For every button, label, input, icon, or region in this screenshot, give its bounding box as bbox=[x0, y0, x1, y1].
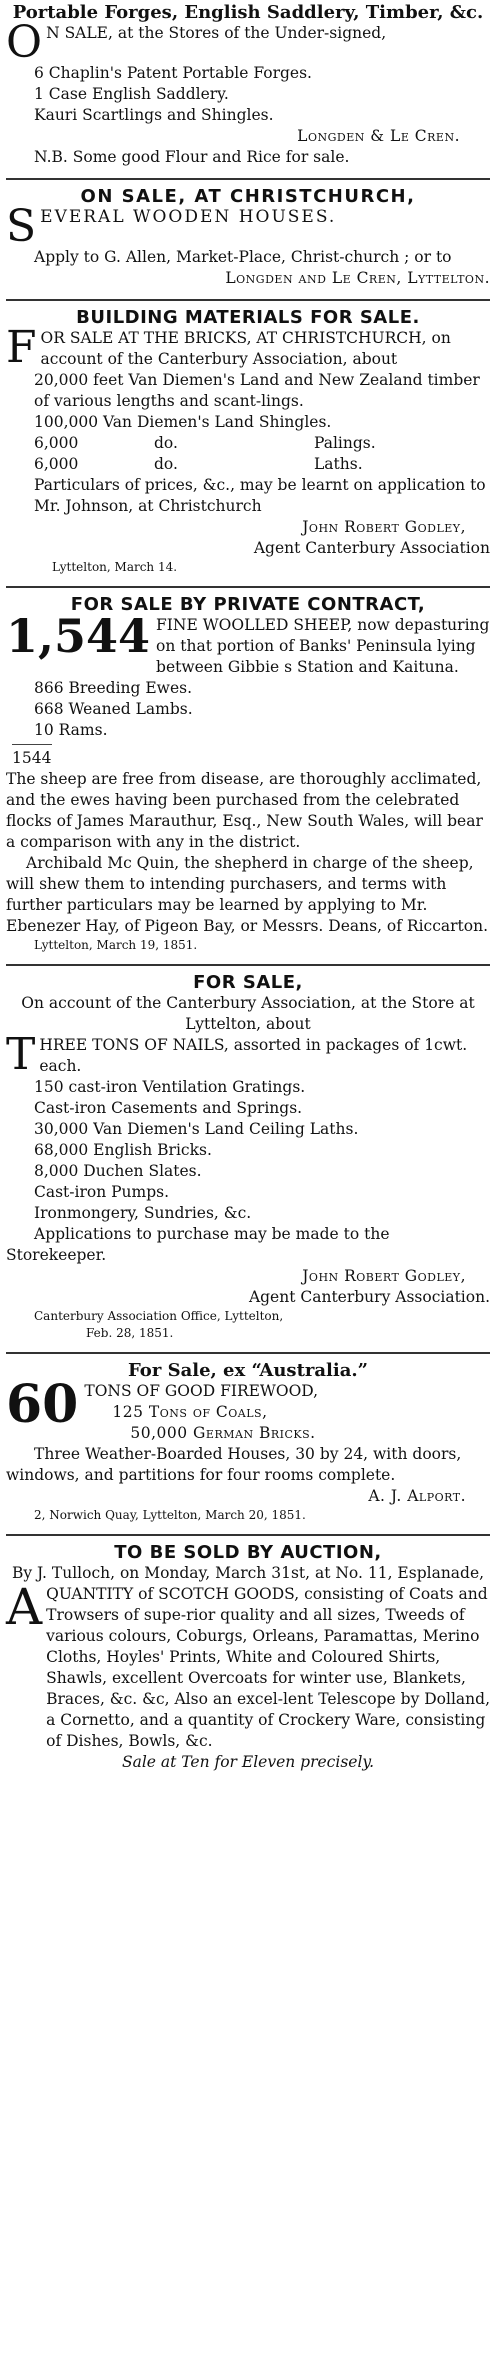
dateline: Canterbury Association Office, Lyttelton, bbox=[34, 1309, 284, 1323]
divider bbox=[6, 178, 490, 180]
ad-lead-text: N SALE, at the Stores of the Under-signed, bbox=[46, 24, 387, 42]
ad-body: 20,000 feet Van Diemen's Land and New Zealand timber of various lengths and scant-lings. bbox=[34, 371, 480, 410]
ad-lead bbox=[6, 1029, 490, 1080]
ad-subtitle: By J. Tulloch, on Monday, March 31st, at No. 11, Esplanade, bbox=[11, 1564, 485, 1582]
table-row bbox=[6, 433, 490, 454]
signature-title: Agent Canterbury Association. bbox=[248, 1288, 490, 1306]
list-item: Cast-iron Casements and Springs. bbox=[34, 1099, 303, 1117]
ad-body: Particulars of prices, &c., may be learnt on application to Mr. Johnson, at Christchurch bbox=[34, 476, 486, 515]
ad-lead bbox=[6, 1374, 490, 1444]
list-item: 8,000 Duchen Slates. bbox=[34, 1162, 202, 1180]
divider bbox=[6, 964, 490, 966]
row-item: Palings. bbox=[314, 434, 376, 452]
ad-footer: Sale at Ten for Eleven precisely. bbox=[121, 1753, 375, 1771]
ad-lead-text: QUANTITY of SCOTCH GOODS, consisting of Coats and Trowsers of supe-rior quality and all sizes, Tweeds of various colours, Coburgs, Orleans, Paramattas, Merino Cloths, Hoyles' Prints, White and Coloured Shirts, Shawls, excellent Overcoats for winter use, Blankets, Braces, &c. &c, Also an excel-lent Telescope by Dolland, a Cornetto, and a quantity of Crockery Ware, consisting of Dishes, Bowls, &c. bbox=[46, 1585, 491, 1750]
ad-building-materials bbox=[6, 305, 490, 582]
ad-auction bbox=[6, 1540, 490, 1779]
row-item: Laths. bbox=[314, 455, 363, 473]
list-item: 30,000 Van Diemen's Land Ceiling Laths. bbox=[34, 1120, 359, 1138]
table-row bbox=[6, 454, 490, 475]
row-qty: 6,000 bbox=[34, 455, 79, 473]
big-number: 1,544 bbox=[6, 609, 151, 663]
ad-title: FOR SALE BY PRIVATE CONTRACT, bbox=[70, 594, 426, 615]
dateline: 2, Norwich Quay, Lyttelton, March 20, 1851. bbox=[34, 1508, 306, 1522]
ad-woolled-sheep bbox=[6, 592, 490, 960]
signature-title: Agent Canterbury Association bbox=[253, 539, 490, 557]
ad-lead bbox=[6, 322, 490, 373]
list-item: 150 cast-iron Ventilation Gratings. bbox=[34, 1078, 306, 1096]
row-ditto: do. bbox=[154, 434, 178, 452]
signature: A. J. Alport. bbox=[368, 1487, 466, 1505]
big-number: 60 bbox=[6, 1374, 79, 1435]
dateline: Lyttelton, March 14. bbox=[52, 560, 178, 574]
ad-portable-forges bbox=[6, 0, 490, 174]
row-qty: 6,000 bbox=[34, 434, 79, 452]
list-item: 866 Breeding Ewes. bbox=[34, 679, 193, 697]
ad-title: FOR SALE, bbox=[193, 972, 303, 993]
list-item: Kauri Scartlings and Shingles. bbox=[34, 106, 274, 124]
drop-cap: T bbox=[6, 1029, 36, 1080]
list-item: 668 Weaned Lambs. bbox=[34, 700, 193, 718]
signature: Longden & Le Cren. bbox=[297, 127, 460, 145]
ad-body: The sheep are free from disease, are thoroughly acclimated, and the ewes having been purchased from the celebrated flocks of James Marauthur, Esq., New South Wales, will bear a comparison with any in the district. bbox=[6, 770, 483, 851]
ad-title: TO BE SOLD BY AUCTION, bbox=[114, 1542, 382, 1563]
list-item: 10 Rams. bbox=[34, 721, 108, 739]
ad-lead bbox=[6, 1578, 491, 1752]
ad-lead bbox=[6, 17, 490, 68]
list-item: 68,000 English Bricks. bbox=[34, 1141, 212, 1159]
sum-rule bbox=[12, 744, 52, 745]
ad-lead-text: EVERAL WOODEN HOUSES. bbox=[40, 207, 337, 227]
ad-lead bbox=[6, 201, 490, 252]
ad-wooden-houses bbox=[6, 184, 490, 295]
list-item: 1 Case English Saddlery. bbox=[34, 85, 229, 103]
ad-body: Three Weather-Boarded Houses, 30 by 24, with doors, windows, and partitions for four rooms complete. bbox=[6, 1445, 462, 1484]
divider bbox=[6, 299, 490, 301]
total: 1544 bbox=[12, 749, 52, 767]
divider bbox=[6, 1352, 490, 1354]
ad-subtitle: On account of the Canterbury Association, at the Store at Lyttelton, about bbox=[21, 994, 475, 1033]
drop-cap: F bbox=[6, 322, 37, 373]
signature: John Robert Godley, bbox=[302, 518, 466, 536]
drop-cap: O bbox=[6, 17, 43, 68]
ad-lead-block bbox=[84, 1381, 318, 1444]
ad-title: Portable Forges, English Saddlery, Timber, &c. bbox=[12, 2, 484, 23]
ad-title: BUILDING MATERIALS FOR SALE. bbox=[76, 307, 420, 328]
drop-cap: S bbox=[6, 201, 37, 252]
drop-cap: A bbox=[6, 1578, 43, 1636]
ad-for-sale-nails bbox=[6, 970, 490, 1348]
list-item: 6 Chaplin's Patent Portable Forges. bbox=[34, 64, 312, 82]
ad-lead-text: TONS OF GOOD FIREWOOD, bbox=[84, 1382, 319, 1400]
signature: John Robert Godley, bbox=[302, 1267, 466, 1285]
dateline: Lyttelton, March 19, 1851. bbox=[34, 938, 198, 952]
row-ditto: do. bbox=[154, 455, 178, 473]
ad-lead bbox=[6, 609, 490, 678]
ad-title: ON SALE, AT CHRISTCHURCH, bbox=[80, 186, 416, 207]
list-item: Ironmongery, Sundries, &c. bbox=[34, 1204, 252, 1222]
list-item: 125 Tons of Coals, bbox=[112, 1403, 268, 1421]
ad-body: 100,000 Van Diemen's Land Shingles. bbox=[34, 413, 332, 431]
divider bbox=[6, 586, 490, 588]
dateline: Feb. 28, 1851. bbox=[86, 1326, 174, 1340]
list-item: 50,000 German Bricks. bbox=[130, 1424, 316, 1442]
ad-body: Applications to purchase may be made to the Storekeeper. bbox=[6, 1225, 390, 1264]
list-item: Cast-iron Pumps. bbox=[34, 1183, 170, 1201]
note: N.B. Some good Flour and Rice for sale. bbox=[34, 148, 350, 166]
ad-lead-text: OR SALE AT THE BRICKS, AT CHRISTCHURCH, on account of the Canterbury Association, about bbox=[40, 329, 451, 368]
ad-body: Archibald Mc Quin, the shepherd in charge of the sheep, will shew them to intending purchasers, and terms with further particulars may be learned by applying to Mr. Ebenezer Hay, of Pigeon Bay, or Messrs. Deans, of Riccarton. bbox=[6, 854, 489, 935]
ad-firewood bbox=[6, 1358, 490, 1530]
signature: Longden and Le Cren, Lyttelton. bbox=[225, 269, 490, 287]
divider bbox=[6, 1534, 490, 1536]
ad-title: For Sale, ex “Australia.” bbox=[128, 1360, 368, 1381]
ad-body: Apply to G. Allen, Market-Place, Christ-church ; or to bbox=[34, 248, 452, 266]
ad-lead-text: FINE WOOLLED SHEEP, now depasturing on that portion of Banks' Peninsula lying between Gibbie s Station and Kaituna. bbox=[156, 616, 490, 676]
ad-lead-text: HREE TONS OF NAILS, assorted in packages of 1cwt. each. bbox=[39, 1036, 468, 1075]
